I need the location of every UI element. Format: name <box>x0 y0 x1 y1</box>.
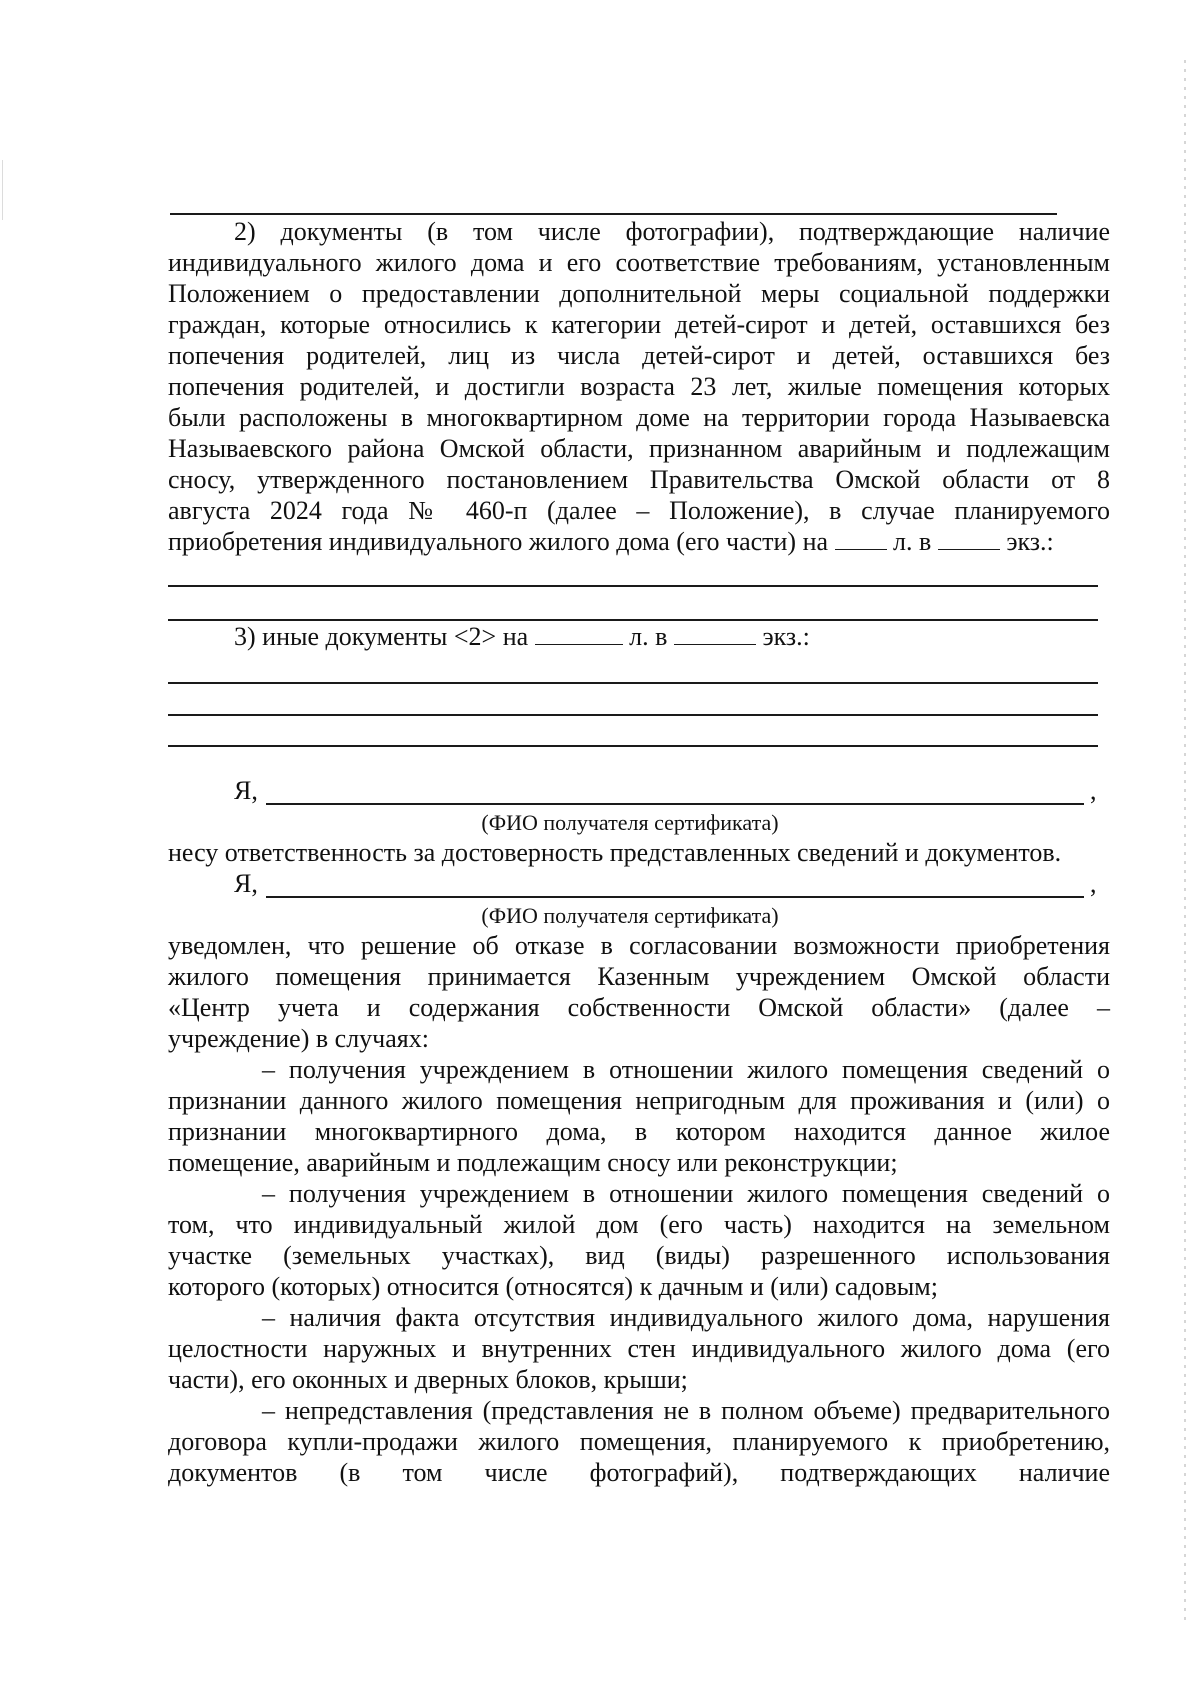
paragraph-2-line: Называевского района Омской области, признанном аварийным и подлежащим <box>168 434 1110 463</box>
declaration-2-line: жилого помещения принимается Казенным учреждением Омской области <box>168 962 1110 991</box>
declaration-1-text: несу ответственность за достоверность представленных сведений и документов. <box>168 838 1062 867</box>
fill-line[interactable] <box>168 682 1098 684</box>
paragraph-2-line: августа 2024 года № 460-п (далее – Положение), в случае планируемого <box>168 496 1110 525</box>
scan-edge-artifact <box>1184 60 1186 1620</box>
paragraph-2-last-suffix: экз.: <box>1006 527 1054 556</box>
paragraph-3-suffix: экз.: <box>762 622 810 651</box>
case-line: помещение, аварийным и подлежащим сносу или реконструкции; <box>168 1148 898 1177</box>
paragraph-2-line: сносу, утвержденного постановлением Правительства Омской области от 8 <box>168 465 1110 494</box>
case-line: части), его оконных и дверных блоков, крыши; <box>168 1365 688 1394</box>
case-line: участке (земельных участках), вид (виды) разрешенного использования <box>168 1241 1110 1270</box>
fill-line[interactable] <box>168 585 1098 587</box>
fill-line[interactable] <box>168 714 1098 716</box>
case-line: – получения учреждением в отношении жилого помещения сведений о <box>262 1055 1110 1084</box>
case-line: документов (в том числе фотографий), подтверждающих наличие <box>168 1458 1110 1487</box>
paragraph-2-line: попечения родителей, и достигли возраста 23 лет, жилые помещения которых <box>168 372 1110 401</box>
paragraph-2-last-prefix: приобретения индивидуального жилого дома (его части) на <box>168 527 829 556</box>
declaration-2-line: «Центр учета и содержания собственности Омской области» (далее – <box>168 993 1110 1022</box>
case-line: признании данного жилого помещения непригодным для проживания и (или) о <box>168 1086 1110 1115</box>
copies-count-field[interactable] <box>938 527 1000 550</box>
case-line: – получения учреждением в отношении жилого помещения сведений о <box>262 1179 1110 1208</box>
paragraph-2-line: индивидуального жилого дома и его соответствие требованиям, установленным <box>168 248 1110 277</box>
case-line: – непредставления (представления не в полном объеме) предварительного <box>262 1396 1110 1425</box>
other-docs-sheets-field[interactable] <box>535 622 623 645</box>
paragraph-2-last-line <box>168 527 1110 557</box>
declaration-2-comma: , <box>1090 869 1097 898</box>
paragraph-2-last-mid: л. в <box>893 527 932 556</box>
paragraph-3-mid: л. в <box>629 622 668 651</box>
recipient-name-caption-2: (ФИО получателя сертификата) <box>481 903 779 928</box>
scan-edge-artifact-left <box>2 160 3 220</box>
paragraph-3-prefix: 3) иные документы <2> на <box>234 622 529 651</box>
declaration-1-name-line <box>234 776 1114 806</box>
recipient-name-field-1[interactable] <box>266 803 1084 805</box>
recipient-name-caption-1: (ФИО получателя сертификата) <box>481 810 779 835</box>
declaration-2-line: учреждение) в случаях: <box>168 1024 429 1053</box>
paragraph-2-line: Положением о предоставлении дополнительной меры социальной поддержки <box>168 279 1110 308</box>
paragraph-2-line: граждан, которые относились к категории детей-сирот и детей, оставшихся без <box>168 310 1110 339</box>
case-line: том, что индивидуальный жилой дом (его часть) находится на земельном <box>168 1210 1110 1239</box>
case-line: целостности наружных и внутренних стен индивидуального жилого дома (его <box>168 1334 1110 1363</box>
case-line: которого (которых) относится (относятся) к дачным и (или) садовым; <box>168 1272 938 1301</box>
fill-line[interactable] <box>168 745 1098 747</box>
sheets-count-field[interactable] <box>835 527 887 550</box>
case-line: договора купли-продажи жилого помещения, планируемого к приобретению, <box>168 1427 1110 1456</box>
declaration-1-comma: , <box>1090 776 1097 805</box>
declaration-2-name-line <box>234 869 1114 899</box>
top-rule <box>170 213 1057 215</box>
fill-line[interactable] <box>168 619 1098 621</box>
paragraph-2-line: были расположены в многоквартирном доме на территории города Называевска <box>168 403 1110 432</box>
paragraph-2-line: попечения родителей, лиц из числа детей-сирот и детей, оставшихся без <box>168 341 1110 370</box>
declaration-2-line: уведомлен, что решение об отказе в согласовании возможности приобретения <box>168 931 1110 960</box>
declaration-2-ya: Я, <box>234 869 258 898</box>
paragraph-2-line: 2) документы (в том числе фотографии), подтверждающие наличие <box>234 217 1110 246</box>
declaration-1-ya: Я, <box>234 776 258 805</box>
recipient-name-field-2[interactable] <box>266 896 1084 898</box>
case-line: признании многоквартирного дома, в котором находится данное жилое <box>168 1117 1110 1146</box>
other-docs-copies-field[interactable] <box>674 622 756 645</box>
paragraph-3-line <box>234 622 1110 652</box>
case-line: – наличия факта отсутствия индивидуального жилого дома, нарушения <box>262 1303 1110 1332</box>
